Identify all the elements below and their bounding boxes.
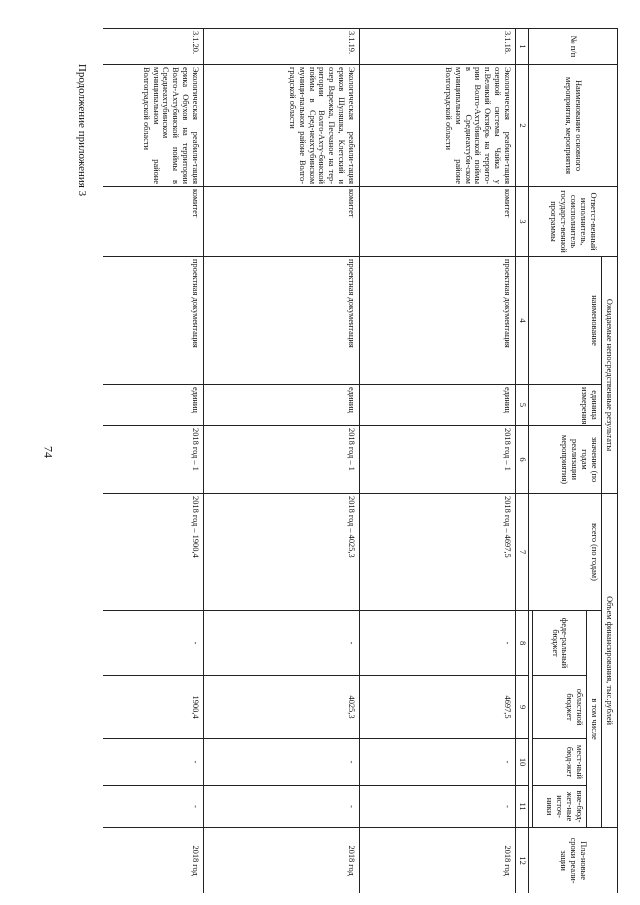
table-row [204,29,360,894]
column-number: 12 [516,828,529,893]
header-total: всего (по годам) [529,494,602,611]
column-number: 11 [516,786,529,828]
appendix-continuation-note: Продолжение приложения 3 [76,63,88,197]
row-num: 3.1.19. [204,29,360,65]
header-funding: Объем финансирования, тыс.рублей [602,494,618,828]
row-local: - [360,739,516,786]
row-period: 2018 год [204,828,360,893]
row-federal: - [103,611,204,676]
header-result-name: наименование [529,257,602,385]
row-activity-name: Экологическая реабили-тация ериков Шуляшка, Клетский и озер Варежка, Песчаное на тер-ритории Волго-Ахту-бинской поймы в Сред-неахтубинском муници-пальном районе Волго-градской области [204,65,360,187]
row-offbudget: - [204,786,360,828]
row-unit: единиц [103,385,204,426]
column-number: 4 [516,257,529,385]
program-activities-table [103,28,618,893]
row-regional: 4697,5 [360,676,516,739]
table-row [103,29,204,894]
row-unit: единиц [204,385,360,426]
header-value: значение (по годам реализации мероприятия) [529,426,602,494]
header-regional: областной бюджет [533,676,587,739]
row-regional: 4025,3 [204,676,360,739]
column-number: 1 [516,29,529,65]
row-total: 2018 год – 1900,4 [103,494,204,611]
column-number: 8 [516,611,529,676]
column-number: 6 [516,426,529,494]
header-local: мест-ный бюд-жет [533,739,587,786]
header-executor: Ответст-венный исполнитель, соисполнитель государст-венной программы [529,187,618,257]
header-activity-name: Наименование основного мероприятия, мероприятия [529,65,618,187]
header-plan-period: Пла-новые сроки реали-зации [529,828,618,893]
row-num: 3.1.20. [103,29,204,65]
row-value: 2018 год – 1 [204,426,360,494]
header-federal: феде-ральный бюджет [533,611,587,676]
row-period: 2018 год [360,828,516,893]
row-executor: комитет [360,187,516,257]
column-number: 2 [516,65,529,187]
row-offbudget: - [103,786,204,828]
row-unit: единиц [360,385,516,426]
row-federal: - [204,611,360,676]
rotated-table-area [103,28,618,893]
row-period: 2018 год [103,828,204,893]
column-number: 9 [516,676,529,739]
column-number: 3 [516,187,529,257]
landscape-sheet [103,28,618,893]
row-offbudget: - [360,786,516,828]
header-num: № п/п [529,29,618,65]
row-result-name: проектная документация [204,257,360,385]
row-local: - [204,739,360,786]
row-executor: комитет [103,187,204,257]
row-local: - [103,739,204,786]
row-result-name: проектная документация [103,257,204,385]
row-num: 3.1.18. [360,29,516,65]
row-executor: комитет [204,187,360,257]
row-value: 2018 год – 1 [360,426,516,494]
row-total: 2018 год – 4025,3 [204,494,360,611]
header-expected-results: Ожидаемые непосредственные результаты [602,257,618,494]
column-number: 7 [516,494,529,611]
row-activity-name: Экологическая реабили-тация ерика Обухов на территории Волго-Ахтубинской поймы в Среднеахтубинском муниципальном районе Волгоградской области [103,65,204,187]
column-number: 10 [516,739,529,786]
column-number: 5 [516,385,529,426]
table-row [360,29,516,894]
row-federal: - [360,611,516,676]
row-value: 2018 год – 1 [103,426,204,494]
row-regional: 1900,4 [103,676,204,739]
row-activity-name: Экологическая реабили-тация озерной системы Чайка у п.Великий Октябрь на террито-рии Волго-Ахтубинской поймы в Среднеахтуби-ском муниципальном районе Волгоградской области [360,65,516,187]
header-unit: единица измерения [529,385,602,426]
header-offbudget: вне-бюд-жет-ные источ-ники [533,786,587,828]
row-result-name: проектная документация [360,257,516,385]
row-total: 2018 год – 4697,5 [360,494,516,611]
header-including: в том числе [587,611,602,828]
page-number: 74 [41,446,56,458]
